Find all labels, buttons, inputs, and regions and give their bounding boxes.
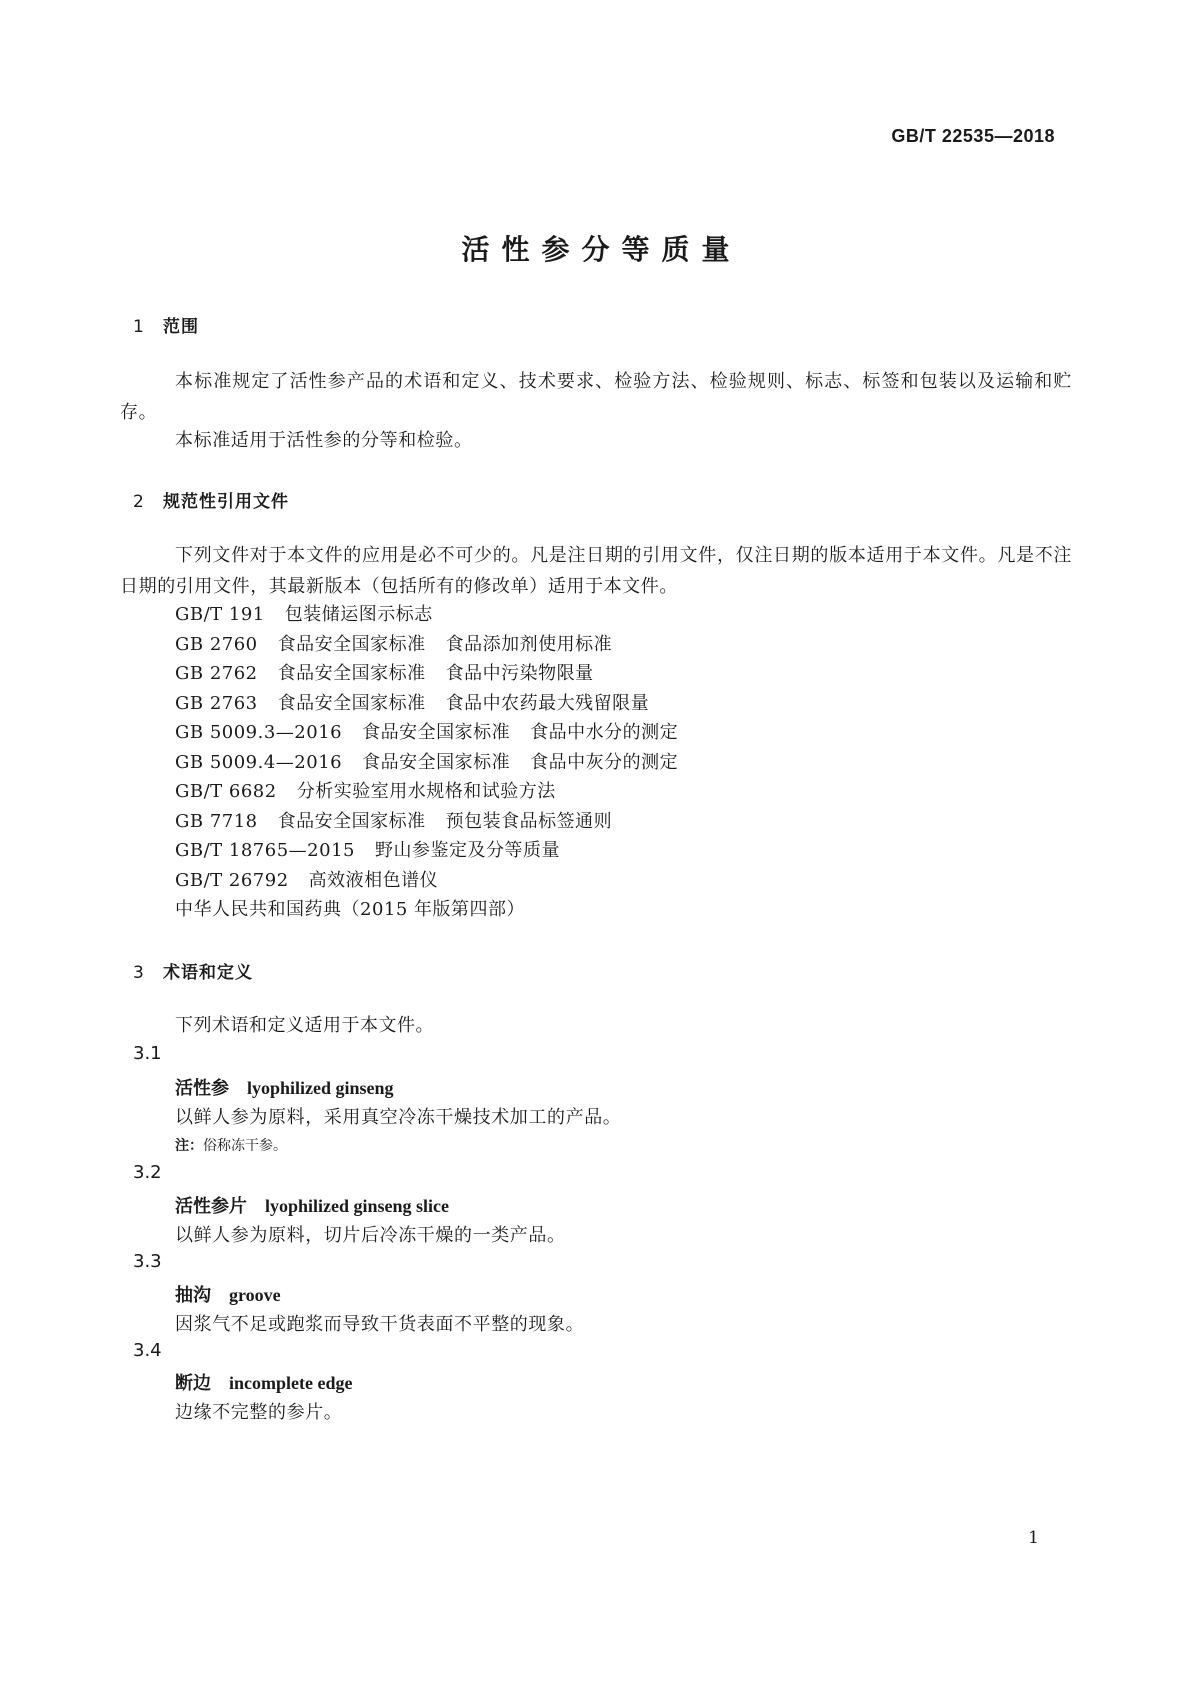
term-chinese: 抽沟 bbox=[175, 1285, 211, 1306]
reference-title: 包装储运图示标志 bbox=[284, 604, 433, 625]
standard-code: GB/T 22535—2018 bbox=[891, 126, 1055, 146]
reference-item bbox=[175, 630, 612, 660]
reference-title: 野山参鉴定及分等质量 bbox=[374, 840, 560, 861]
scope-paragraph-2: 本标准适用于活性参的分等和检验。 bbox=[175, 430, 473, 451]
term-chinese: 断边 bbox=[175, 1373, 211, 1394]
page-number: 1 bbox=[1028, 1528, 1039, 1548]
reference-item bbox=[175, 836, 560, 866]
scope-paragraph-1: 本标准规定了活性参产品的术语和定义、技术要求、检验方法、检验规则、标志、标签和包装以及运输和贮存。 bbox=[120, 371, 1072, 423]
term-heading bbox=[175, 1369, 352, 1395]
term-english: incomplete edge bbox=[229, 1373, 353, 1393]
reference-title: 高效液相色谱仪 bbox=[308, 870, 439, 891]
section-heading-references bbox=[133, 487, 289, 512]
term-definition: 边缘不完整的参片。 bbox=[175, 1402, 343, 1423]
reference-code: GB 5009.4—2016 bbox=[175, 752, 343, 773]
term-heading bbox=[175, 1192, 449, 1218]
term-chinese: 活性参 bbox=[175, 1078, 229, 1099]
reference-subtitle: 食品添加剂使用标准 bbox=[445, 634, 613, 655]
document-title: 活性参分等质量 bbox=[461, 233, 742, 266]
reference-item bbox=[175, 600, 433, 630]
term-number: 3.2 bbox=[133, 1162, 162, 1183]
term-heading bbox=[175, 1281, 281, 1307]
reference-code: GB/T 191 bbox=[175, 604, 265, 625]
reference-item bbox=[175, 777, 556, 807]
reference-subtitle: 食品中灰分的测定 bbox=[530, 752, 679, 773]
section-heading-scope bbox=[133, 312, 199, 337]
reference-item bbox=[175, 866, 438, 896]
reference-subtitle: 食品中污染物限量 bbox=[445, 663, 594, 684]
reference-subtitle: 食品中水分的测定 bbox=[530, 722, 679, 743]
term-definition: 以鲜人参为原料，切片后冷冻干燥的一类产品。 bbox=[175, 1225, 566, 1246]
reference-code: GB 7718 bbox=[175, 811, 258, 832]
section-title: 范围 bbox=[163, 317, 199, 337]
reference-item bbox=[175, 895, 525, 925]
reference-item bbox=[175, 748, 678, 778]
reference-subtitle: 预包装食品标签通则 bbox=[445, 811, 613, 832]
reference-title: 食品安全国家标准 bbox=[362, 722, 511, 743]
reference-title: 分析实验室用水规格和试验方法 bbox=[296, 781, 556, 802]
term-number: 3.1 bbox=[133, 1043, 162, 1064]
reference-code: GB 2760 bbox=[175, 634, 258, 655]
reference-title: 食品安全国家标准 bbox=[277, 811, 426, 832]
term-english: groove bbox=[229, 1285, 281, 1305]
reference-item bbox=[175, 807, 612, 837]
reference-code: GB/T 26792 bbox=[175, 870, 289, 891]
references-intro: 下列文件对于本文件的应用是必不可少的。凡是注日期的引用文件，仅注日期的版本适用于本文件。凡是不注日期的引用文件，其最新版本（包括所有的修改单）适用于本文件。 bbox=[120, 545, 1072, 597]
section-number: 3 bbox=[133, 963, 145, 983]
term-definition: 以鲜人参为原料，采用真空冷冻干燥技术加工的产品。 bbox=[175, 1107, 622, 1128]
section-number: 1 bbox=[133, 317, 145, 337]
section-title: 规范性引用文件 bbox=[163, 492, 289, 512]
term-definition: 因浆气不足或跑浆而导致干货表面不平整的现象。 bbox=[175, 1314, 585, 1335]
reference-code: GB 2762 bbox=[175, 663, 258, 684]
term-heading bbox=[175, 1074, 394, 1100]
reference-code: GB 5009.3—2016 bbox=[175, 722, 343, 743]
note-text: 俗称冻干参。 bbox=[203, 1138, 287, 1154]
reference-code: GB 2763 bbox=[175, 693, 258, 714]
reference-item bbox=[175, 718, 678, 748]
term-number: 3.4 bbox=[133, 1340, 162, 1361]
reference-code: GB/T 6682 bbox=[175, 781, 277, 802]
term-chinese: 活性参片 bbox=[175, 1196, 247, 1217]
section-heading-terms bbox=[133, 958, 253, 983]
reference-item bbox=[175, 689, 649, 719]
reference-title: 中华人民共和国药典（2015 年版第四部） bbox=[175, 899, 526, 920]
terms-intro: 下列术语和定义适用于本文件。 bbox=[175, 1015, 434, 1036]
term-english: lyophilized ginseng bbox=[247, 1078, 394, 1098]
reference-item bbox=[175, 659, 594, 689]
reference-title: 食品安全国家标准 bbox=[277, 663, 426, 684]
section-number: 2 bbox=[133, 492, 145, 512]
term-number: 3.3 bbox=[133, 1251, 162, 1272]
term-english: lyophilized ginseng slice bbox=[265, 1196, 450, 1216]
reference-title: 食品安全国家标准 bbox=[362, 752, 511, 773]
note-label: 注： bbox=[175, 1138, 203, 1154]
reference-code: GB/T 18765—2015 bbox=[175, 840, 355, 861]
section-title: 术语和定义 bbox=[163, 963, 253, 983]
reference-subtitle: 食品中农药最大残留限量 bbox=[445, 693, 650, 714]
term-note bbox=[175, 1135, 287, 1155]
reference-title: 食品安全国家标准 bbox=[277, 634, 426, 655]
reference-title: 食品安全国家标准 bbox=[277, 693, 426, 714]
